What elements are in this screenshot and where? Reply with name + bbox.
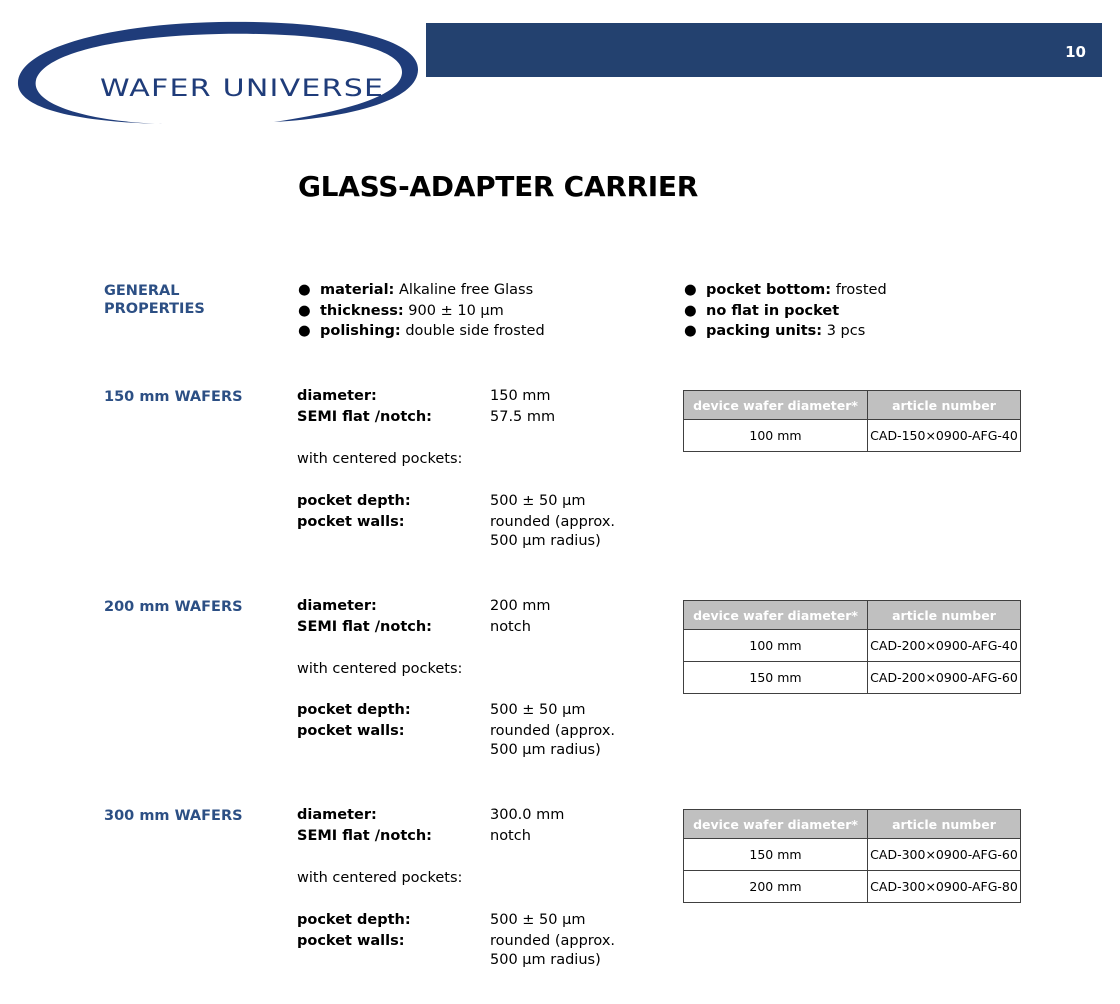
diameter-label: diameter: <box>297 388 377 404</box>
pocket-walls-value: rounded (approx. 500 µm radius) <box>490 933 616 968</box>
section-label: 300 mm WAFERS <box>104 808 243 824</box>
logo-text: WAFER UNIVERSE <box>100 74 385 102</box>
page-title: GLASS-ADAPTER CARRIER <box>298 170 698 203</box>
property-thickness: ● thickness: 900 ± 10 µm <box>298 302 504 319</box>
cell-device-diameter: 200 mm <box>684 871 868 903</box>
table-header-row <box>684 391 1021 420</box>
cell-article-number: CAD-300×0900-AFG-80 <box>868 871 1021 903</box>
page-number: 10 <box>1065 43 1086 61</box>
table-row <box>684 630 1021 662</box>
table-row <box>684 662 1021 694</box>
centered-pockets-note: with centered pockets: <box>297 661 463 677</box>
diameter-label: diameter: <box>297 807 377 823</box>
table-row <box>684 871 1021 903</box>
diameter-value: 150 mm <box>490 388 551 404</box>
diameter-value: 200 mm <box>490 598 551 614</box>
pocket-walls-value: rounded (approx. 500 µm radius) <box>490 723 616 758</box>
centered-pockets-note: with centered pockets: <box>297 870 463 886</box>
general-properties-right <box>684 280 887 342</box>
orbit-ellipse-icon <box>14 18 424 128</box>
header-article-number: article number <box>868 601 1021 630</box>
cell-article-number: CAD-200×0900-AFG-40 <box>868 630 1021 662</box>
property-polishing: ● polishing: double side frosted <box>298 323 545 339</box>
general-properties-label <box>104 282 205 318</box>
header-article-number: article number <box>868 391 1021 420</box>
table-row <box>684 420 1021 452</box>
pocket-depth-value: 500 ± 50 µm <box>490 702 586 718</box>
header-device-diameter: device wafer diameter* <box>684 810 868 839</box>
diameter-label: diameter: <box>297 598 377 614</box>
pocket-depth-value: 500 ± 50 µm <box>490 912 586 928</box>
cell-device-diameter: 150 mm <box>684 662 868 694</box>
pocket-walls-label: pocket walls: <box>297 933 405 949</box>
semi-flat-label: SEMI flat /notch: <box>297 828 432 844</box>
pocket-walls-label: pocket walls: <box>297 723 405 739</box>
semi-flat-label: SEMI flat /notch: <box>297 409 432 425</box>
pocket-depth-value: 500 ± 50 µm <box>490 493 586 509</box>
general-label-line1: GENERAL <box>104 283 180 299</box>
pocket-walls-label: pocket walls: <box>297 514 405 530</box>
semi-flat-value: 57.5 mm <box>490 409 556 425</box>
header-device-diameter: device wafer diameter* <box>684 391 868 420</box>
table-header-row <box>684 601 1021 630</box>
table-row <box>684 839 1021 871</box>
property-material: ● material: Alkaline free Glass <box>298 282 534 298</box>
section-label: 150 mm WAFERS <box>104 389 243 405</box>
cell-article-number: CAD-200×0900-AFG-60 <box>868 662 1021 694</box>
article-table <box>683 809 1021 903</box>
property-pocket-bottom: ● pocket bottom: frosted <box>684 282 887 298</box>
general-properties-left <box>298 280 545 342</box>
semi-flat-value: notch <box>490 828 531 844</box>
header-bar <box>426 23 1102 77</box>
pocket-walls-value: rounded (approx. 500 µm radius) <box>490 514 616 549</box>
property-packing-units: ● packing units: 3 pcs <box>684 323 866 339</box>
cell-device-diameter: 150 mm <box>684 839 868 871</box>
general-label-line2: PROPERTIES <box>104 301 205 317</box>
header-article-number: article number <box>868 810 1021 839</box>
cell-device-diameter: 100 mm <box>684 420 868 452</box>
pocket-depth-label: pocket depth: <box>297 912 411 928</box>
property-no-flat: ● no flat in pocket <box>684 302 840 319</box>
article-table <box>683 390 1021 452</box>
header-device-diameter: device wafer diameter* <box>684 601 868 630</box>
cell-article-number: CAD-300×0900-AFG-60 <box>868 839 1021 871</box>
cell-device-diameter: 100 mm <box>684 630 868 662</box>
centered-pockets-note: with centered pockets: <box>297 451 463 467</box>
semi-flat-label: SEMI flat /notch: <box>297 619 432 635</box>
wafer-universe-logo <box>14 18 424 128</box>
cell-article-number: CAD-150×0900-AFG-40 <box>868 420 1021 452</box>
semi-flat-value: notch <box>490 619 531 635</box>
diameter-value: 300.0 mm <box>490 807 565 823</box>
section-label: 200 mm WAFERS <box>104 599 243 615</box>
article-table <box>683 600 1021 694</box>
pocket-depth-label: pocket depth: <box>297 493 411 509</box>
table-header-row <box>684 810 1021 839</box>
pocket-depth-label: pocket depth: <box>297 702 411 718</box>
